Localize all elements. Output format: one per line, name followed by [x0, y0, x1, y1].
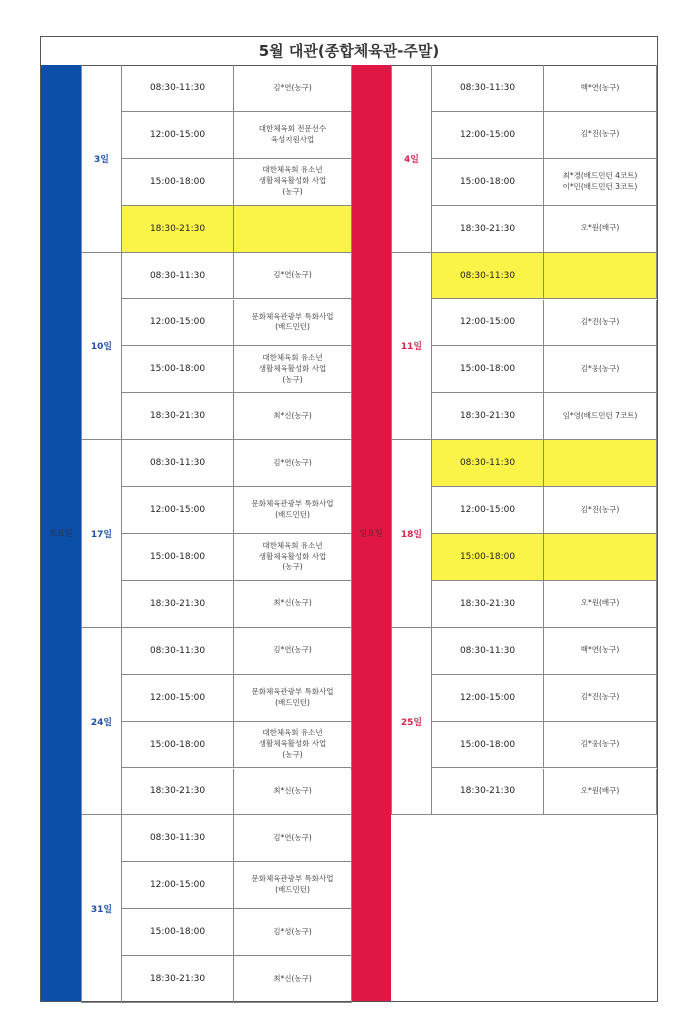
reservation-cell: [544, 440, 657, 487]
sun-day-cell: 25일: [391, 628, 432, 816]
reservation-cell: 임*영(배드민턴 7코트): [544, 393, 657, 440]
reservation-cell: 김*연(농구): [234, 253, 352, 300]
sat-day-cell: 31일: [81, 815, 122, 1003]
time-slot-cell: 15:00-18:00: [432, 346, 544, 393]
time-slot-cell: 08:30-11:30: [122, 815, 234, 862]
reservation-cell: [544, 534, 657, 581]
time-slot-cell: 12:00-15:00: [432, 675, 544, 722]
time-slot-cell: 12:00-15:00: [122, 862, 234, 909]
reservation-cell: 문화체육관광부 특화사업 (배드민턴): [234, 862, 352, 909]
reservation-cell: 김*웅(농구): [544, 722, 657, 769]
time-slot-cell: 15:00-18:00: [122, 722, 234, 769]
sun-day-cell: 11일: [391, 253, 432, 441]
time-slot-cell: 15:00-18:00: [122, 534, 234, 581]
time-slot-cell: 18:30-21:30: [122, 206, 234, 253]
time-slot-cell: 12:00-15:00: [122, 487, 234, 534]
reservation-cell: 김*진(농구): [544, 487, 657, 534]
reservation-cell: 오*원(배구): [544, 581, 657, 628]
sun-day-cell: 4일: [391, 65, 432, 253]
time-slot-cell: 08:30-11:30: [432, 65, 544, 112]
time-slot-cell: 12:00-15:00: [122, 675, 234, 722]
reservation-cell: 대한체육회 유소년 생활체육활성화 사업 (농구): [234, 159, 352, 206]
schedule-table: [40, 36, 658, 1002]
saturday-label: 토요일: [49, 528, 73, 538]
reservation-cell: 문화체육관광부 특화사업 (배드민턴): [234, 675, 352, 722]
reservation-cell: 최*신(농구): [234, 393, 352, 440]
time-slot-cell: 18:30-21:30: [122, 956, 234, 1003]
time-slot-cell: 08:30-11:30: [122, 440, 234, 487]
sat-day-cell: 10일: [81, 253, 122, 441]
reservation-cell: 김*연(농구): [234, 65, 352, 112]
reservation-cell: 대한체육회 전문선수 육성지원사업: [234, 112, 352, 159]
time-slot-cell: 18:30-21:30: [432, 581, 544, 628]
reservation-cell: 문화체육관광부 특화사업 (배드민턴): [234, 487, 352, 534]
reservation-cell: 김*연(농구): [234, 628, 352, 675]
sun-day-cell: 18일: [391, 440, 432, 628]
page-title: 5월 대관(종합체육관-주말): [41, 37, 657, 66]
reservation-cell: 김*진(농구): [544, 675, 657, 722]
time-slot-cell: 15:00-18:00: [122, 909, 234, 956]
time-slot-cell: 15:00-18:00: [432, 159, 544, 206]
reservation-cell: 오*원(배구): [544, 769, 657, 816]
time-slot-cell: 08:30-11:30: [122, 628, 234, 675]
reservation-cell: 대한체육회 유소년 생활체육활성화 사업 (농구): [234, 534, 352, 581]
time-slot-cell: 15:00-18:00: [122, 159, 234, 206]
time-slot-cell: 18:30-21:30: [122, 581, 234, 628]
reservation-cell: 김*연(농구): [234, 440, 352, 487]
reservation-cell: 최*신(농구): [234, 581, 352, 628]
sunday-band: [351, 65, 391, 1001]
time-slot-cell: 18:30-21:30: [432, 769, 544, 816]
time-slot-cell: 15:00-18:00: [432, 722, 544, 769]
reservation-cell: 김*연(농구): [234, 815, 352, 862]
reservation-cell: 최*신(농구): [234, 956, 352, 1003]
reservation-cell: 문화체육관광부 특화사업 (배드민턴): [234, 300, 352, 347]
reservation-cell: 김*진(농구): [544, 112, 657, 159]
time-slot-cell: 08:30-11:30: [432, 440, 544, 487]
time-slot-cell: 12:00-15:00: [432, 112, 544, 159]
reservation-cell: 김*웅(농구): [544, 346, 657, 393]
reservation-cell: 최*신(농구): [234, 769, 352, 816]
reservation-cell: 김*성(농구): [234, 909, 352, 956]
time-slot-cell: 08:30-11:30: [432, 628, 544, 675]
sat-day-cell: 3일: [81, 65, 122, 253]
time-slot-cell: 18:30-21:30: [122, 769, 234, 816]
time-slot-cell: 18:30-21:30: [432, 206, 544, 253]
reservation-cell: 최*경(배드민턴 4코트) 이*민(배드민턴 3코트): [544, 159, 657, 206]
time-slot-cell: 15:00-18:00: [122, 346, 234, 393]
time-slot-cell: 08:30-11:30: [122, 253, 234, 300]
sat-day-cell: 24일: [81, 628, 122, 816]
reservation-cell: 대한체육회 유소년 생활체육활성화 사업 (농구): [234, 346, 352, 393]
time-slot-cell: 15:00-18:00: [432, 534, 544, 581]
time-slot-cell: 08:30-11:30: [432, 253, 544, 300]
sunday-label: 일요일: [359, 528, 383, 538]
time-slot-cell: 12:00-15:00: [432, 487, 544, 534]
reservation-cell: 김*진(농구): [544, 300, 657, 347]
reservation-cell: 오*원(배구): [544, 206, 657, 253]
time-slot-cell: 12:00-15:00: [432, 300, 544, 347]
reservation-cell: [544, 253, 657, 300]
reservation-cell: 백*연(농구): [544, 65, 657, 112]
reservation-cell: 대한체육회 유소년 생활체육활성화 사업 (농구): [234, 722, 352, 769]
saturday-band: [41, 65, 81, 1001]
time-slot-cell: 18:30-21:30: [432, 393, 544, 440]
reservation-cell: [234, 206, 352, 253]
time-slot-cell: 08:30-11:30: [122, 65, 234, 112]
sat-day-cell: 17일: [81, 440, 122, 628]
time-slot-cell: 12:00-15:00: [122, 112, 234, 159]
time-slot-cell: 12:00-15:00: [122, 300, 234, 347]
reservation-cell: 백*연(농구): [544, 628, 657, 675]
time-slot-cell: 18:30-21:30: [122, 393, 234, 440]
